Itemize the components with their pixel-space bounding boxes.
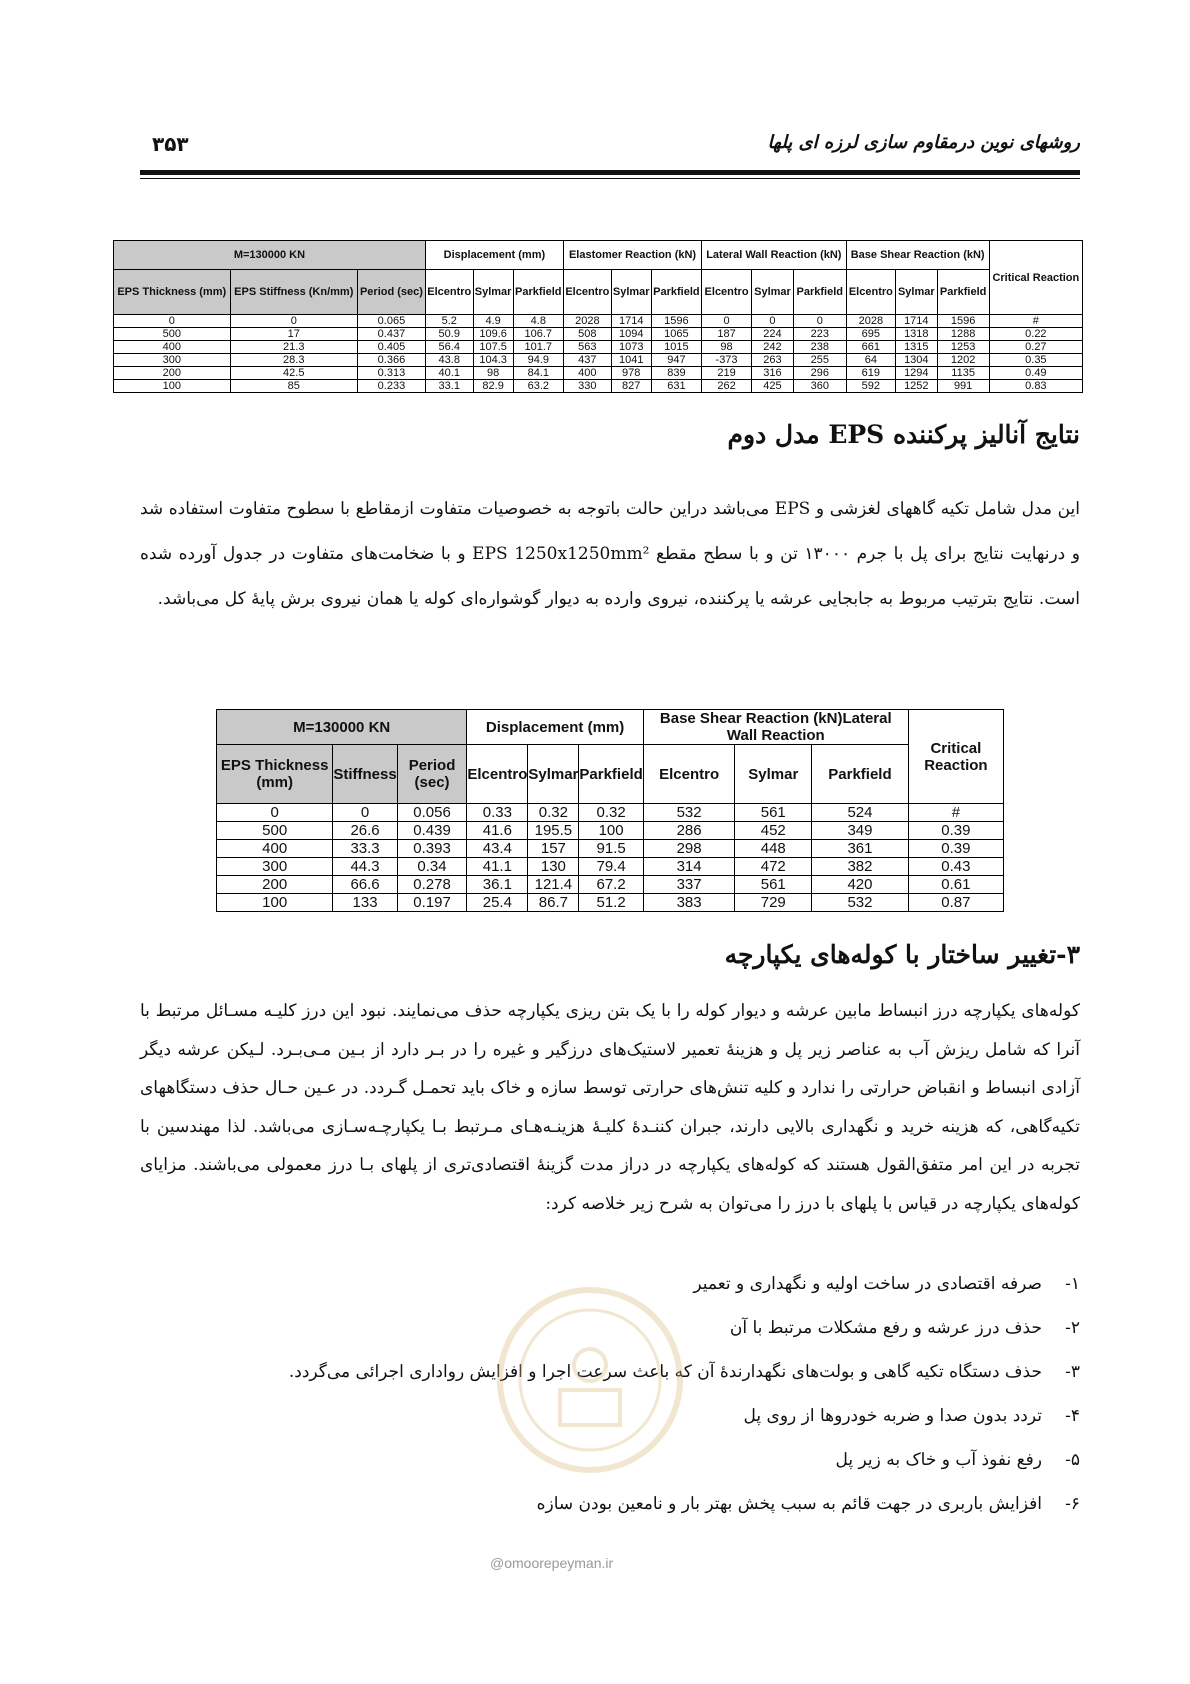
table-cell: 1294 [896, 367, 937, 380]
table-cell: 262 [702, 380, 752, 393]
table-column-header: Elcentro [643, 745, 735, 804]
list-item-number: ۲- [1065, 1318, 1080, 1338]
table-cell: 1714 [611, 315, 651, 328]
table-cell: 0.437 [358, 328, 426, 341]
table-cell: 508 [563, 328, 611, 341]
table-cell: 79.4 [579, 858, 643, 876]
table-cell: 195.5 [528, 822, 579, 840]
table-cell: 42.5 [230, 367, 358, 380]
table2-group-header: Critical Reaction [908, 710, 1003, 804]
table-cell: 0.32 [528, 804, 579, 822]
table-cell: 0.43 [908, 858, 1003, 876]
table-cell: 25.4 [467, 894, 528, 912]
paragraph-text: این مدل شامل تکیه گاههای لغزشی و EPS می‌باشد دراین حالت باتوجه به خصوصیات متفاوت ازمقاطع با سطوح متفاوت استفاده شد و درنهایت نتایج برای پل با جرم ۱۳۰۰۰ تن و با سطح مقطع EPS 1250x1250mm² و با ضخامت‌های متفاوت در جدول آورده شده است. نتایج بترتیب مربوط به جابجایی عرشه یا پرکننده، نیروی وارده به دیوار گوشواره‌ای کوله یا همان نیروی برش پایهٔ کل می‌باشد. [140, 499, 1080, 609]
table-cell: 420 [812, 876, 909, 894]
table-cell: 1253 [937, 341, 989, 354]
table-cell: 991 [937, 380, 989, 393]
table-cell: 56.4 [425, 341, 473, 354]
table-cell: 0 [217, 804, 333, 822]
table-cell: 563 [563, 341, 611, 354]
table-column-header: Sylmar [611, 270, 651, 315]
table-cell: 86.7 [528, 894, 579, 912]
table-column-header: Elcentro [846, 270, 895, 315]
table-cell: 0.366 [358, 354, 426, 367]
table-cell: 631 [651, 380, 701, 393]
table-cell: 437 [563, 354, 611, 367]
table-cell: 425 [752, 380, 794, 393]
table-cell: 561 [735, 804, 812, 822]
table-column-header: Sylmar [528, 745, 579, 804]
table-cell: 1065 [651, 328, 701, 341]
table-cell: 255 [793, 354, 846, 367]
table-cell: 729 [735, 894, 812, 912]
list-item-text: حذف درز عرشه و رفع مشکلات مرتبط با آن [729, 1318, 1042, 1338]
table-row [114, 341, 1083, 354]
table-cell: 33.3 [333, 840, 397, 858]
table-cell: 1015 [651, 341, 701, 354]
paragraph-text: کوله‌های یکپارچه درز انبساط مابین عرشه و دیوار کوله را با یک بتن ریزی یکپارچه حذف می‌نمایند. نبود این درز کلیـه مسـائل مرتبط با آنرا که شامل ریزش آب به عناصر زیر پل و هزینهٔ تعمیر لاستیک‌های درزگیر و غیره را در بـر دارد از بـین مـی‌بـرد. لـیکن عرشه دیگر آزادی انبساط و انقباض حرارتی را ندارد و کلیه تنش‌های حرارتی توسط سازه و خاک باید تحمـل گـردد. در عـین حـال حذف دستگاههای تکیه‌گاهی، که هزینه خرید و نگهداری بالایی دارند، جبران کننـدهٔ کلیـهٔ هزینـه‌هـای مـرتبط بـا یکپارچـه‌سـازی می‌باشد. لذا مهندسین با تجربه در این امر متفق‌القول هستند که کوله‌های یکپارچه در دراز مدت گزینهٔ اقتصادی‌تری از پلهای بـا درز معمولی می‌باشند. مزایای کوله‌های یکپارچه در قیاس با پلهای با درز را می‌توان به شرح زیر خلاصه کرد: [140, 1001, 1080, 1214]
table-cell: 296 [793, 367, 846, 380]
table-cell: 84.1 [513, 367, 563, 380]
table-cell: 561 [735, 876, 812, 894]
table-cell: 500 [114, 328, 231, 341]
table-cell: 524 [812, 804, 909, 822]
list-item-text: صرفه اقتصادی در ساخت اولیه و نگهداری و تعمیر [693, 1274, 1042, 1294]
table-cell: 1288 [937, 328, 989, 341]
table-column-header: Elcentro [702, 270, 752, 315]
table-cell: -373 [702, 354, 752, 367]
table-cell: 224 [752, 328, 794, 341]
table-cell: 0.39 [908, 822, 1003, 840]
table-cell: # [908, 804, 1003, 822]
table-column-header: Parkfield [937, 270, 989, 315]
table-cell: 382 [812, 858, 909, 876]
table-cell: 0.39 [908, 840, 1003, 858]
table-cell: 51.2 [579, 894, 643, 912]
table-row [217, 876, 1004, 894]
table-cell: 0.83 [989, 380, 1082, 393]
table-cell: 1041 [611, 354, 651, 367]
table-cell: 40.1 [425, 367, 473, 380]
table-cell: 200 [217, 876, 333, 894]
table-cell: 978 [611, 367, 651, 380]
table-column-header: Sylmar [752, 270, 794, 315]
table-cell: 104.3 [473, 354, 513, 367]
table-cell: 33.1 [425, 380, 473, 393]
table-cell: 43.4 [467, 840, 528, 858]
table-cell: 360 [793, 380, 846, 393]
list-item-number: ۵- [1065, 1450, 1080, 1470]
table-cell: 41.1 [467, 858, 528, 876]
table-cell: 109.6 [473, 328, 513, 341]
table-cell: 26.6 [333, 822, 397, 840]
table-cell: 1073 [611, 341, 651, 354]
table-cell: 1596 [937, 315, 989, 328]
table-cell: 1318 [896, 328, 937, 341]
table-cell: 0.056 [397, 804, 467, 822]
table-cell: 219 [702, 367, 752, 380]
table-cell: 17 [230, 328, 358, 341]
table-cell: 532 [812, 894, 909, 912]
table-cell: 314 [643, 858, 735, 876]
table-cell: 0 [793, 315, 846, 328]
table-cell: 0.393 [397, 840, 467, 858]
table-cell: 98 [702, 341, 752, 354]
table-column-header: Elcentro [425, 270, 473, 315]
list-item-number: ۱- [1065, 1274, 1080, 1294]
table-cell: 1304 [896, 354, 937, 367]
table-cell: 0.405 [358, 341, 426, 354]
section-paragraph-eps [140, 487, 1080, 622]
table-cell: # [989, 315, 1082, 328]
table-cell: 64 [846, 354, 895, 367]
table-row [217, 804, 1004, 822]
list-item-text: حذف دستگاه تکیه گاهی و بولت‌های نگهدارندهٔ آن که باعث سرعت اجرا و افزایش رواداری اجرائی می‌گردد. [288, 1362, 1042, 1382]
table-column-header: Parkfield [579, 745, 643, 804]
table-cell: 63.2 [513, 380, 563, 393]
table-column-header: EPS Thickness (mm) [217, 745, 333, 804]
table-cell: 695 [846, 328, 895, 341]
watermark-text: @omoorepeyman.ir [490, 1555, 614, 1571]
page-header [140, 128, 1080, 164]
table-row [114, 367, 1083, 380]
table-column-header: Elcentro [467, 745, 528, 804]
table-cell: 298 [643, 840, 735, 858]
table-cell: 0.197 [397, 894, 467, 912]
table-cell: 1252 [896, 380, 937, 393]
table-cell: 98 [473, 367, 513, 380]
results-table-2 [216, 709, 1004, 912]
table-cell: 532 [643, 804, 735, 822]
table-cell: 0.313 [358, 367, 426, 380]
table-column-header: Sylmar [473, 270, 513, 315]
table-cell: 0.34 [397, 858, 467, 876]
table2-group-header: Base Shear Reaction (kN)Lateral Wall Reaction [643, 710, 908, 745]
table-cell: 100 [217, 894, 333, 912]
table-cell: 0 [702, 315, 752, 328]
table-cell: 263 [752, 354, 794, 367]
table-cell: 0.32 [579, 804, 643, 822]
header-rule-thin [140, 178, 1080, 179]
table2-group-header: Displacement (mm) [467, 710, 643, 745]
table-cell: 67.2 [579, 876, 643, 894]
table-column-header: Sylmar [735, 745, 812, 804]
table1-group-header: Critical Reaction [989, 241, 1082, 315]
table-cell: 100 [114, 380, 231, 393]
table1-group-header: Elastomer Reaction (kN) [563, 241, 701, 270]
table-column-header: Elcentro [563, 270, 611, 315]
table-cell: 592 [846, 380, 895, 393]
table-row [114, 354, 1083, 367]
table-cell: 827 [611, 380, 651, 393]
table-row [114, 315, 1083, 328]
table-cell: 238 [793, 341, 846, 354]
page-number: ۳۵۳ [152, 132, 189, 156]
table-cell: 5.2 [425, 315, 473, 328]
table1-group-header: Displacement (mm) [425, 241, 563, 270]
table-cell: 383 [643, 894, 735, 912]
table-column-header: EPS Thickness (mm) [114, 270, 231, 315]
table-cell: 107.5 [473, 341, 513, 354]
table-cell: 337 [643, 876, 735, 894]
list-item-number: ۶- [1065, 1494, 1080, 1514]
table-cell: 1596 [651, 315, 701, 328]
table-cell: 619 [846, 367, 895, 380]
table-column-header: Parkfield [513, 270, 563, 315]
list-item-text: افزایش باربری در جهت قائم به سبب پخش بهتر بار و نامعین بودن سازه [536, 1494, 1042, 1514]
table-cell: 0.35 [989, 354, 1082, 367]
table-cell: 187 [702, 328, 752, 341]
table-column-header: Period (sec) [358, 270, 426, 315]
section-heading-integral-abutments: ۳-تغییر ساختار با کوله‌های یکپارچه [724, 940, 1080, 969]
table-cell: 2028 [846, 315, 895, 328]
table-cell: 286 [643, 822, 735, 840]
table-cell: 349 [812, 822, 909, 840]
table-cell: 0 [230, 315, 358, 328]
table-cell: 4.9 [473, 315, 513, 328]
table-cell: 28.3 [230, 354, 358, 367]
table-cell: 1135 [937, 367, 989, 380]
results-table-1 [113, 240, 1083, 393]
table-cell: 400 [114, 341, 231, 354]
header-rule-thick [140, 170, 1080, 175]
running-title: روشهای نوین درمقاوم سازی لرزه ای پلها [767, 132, 1080, 153]
list-item-number: ۴- [1065, 1406, 1080, 1426]
table-column-header: Parkfield [793, 270, 846, 315]
table-cell: 1094 [611, 328, 651, 341]
table-cell: 200 [114, 367, 231, 380]
table1-group-header: M=130000 KN [114, 241, 426, 270]
table-cell: 82.9 [473, 380, 513, 393]
table-cell: 101.7 [513, 341, 563, 354]
table-cell: 361 [812, 840, 909, 858]
table-cell: 330 [563, 380, 611, 393]
table-cell: 44.3 [333, 858, 397, 876]
table2-group-header: M=130000 KN [217, 710, 467, 745]
table-column-header: Parkfield [651, 270, 701, 315]
table-cell: 500 [217, 822, 333, 840]
table-row [217, 840, 1004, 858]
table-cell: 242 [752, 341, 794, 354]
table-column-header: Parkfield [812, 745, 909, 804]
table-cell: 0.065 [358, 315, 426, 328]
table-column-header: EPS Stiffness (Kn/mm) [230, 270, 358, 315]
table-cell: 0 [114, 315, 231, 328]
table-cell: 400 [217, 840, 333, 858]
table-cell: 133 [333, 894, 397, 912]
list-item-number: ۳- [1065, 1362, 1080, 1382]
table-cell: 0.233 [358, 380, 426, 393]
table-row [217, 822, 1004, 840]
table-cell: 316 [752, 367, 794, 380]
table-column-header: Period (sec) [397, 745, 467, 804]
table-cell: 1315 [896, 341, 937, 354]
table-row [114, 328, 1083, 341]
table-cell: 300 [114, 354, 231, 367]
table-cell: 661 [846, 341, 895, 354]
table-cell: 100 [579, 822, 643, 840]
table-cell: 0 [752, 315, 794, 328]
table-cell: 130 [528, 858, 579, 876]
table-row [217, 894, 1004, 912]
table-cell: 43.8 [425, 354, 473, 367]
table-cell: 94.9 [513, 354, 563, 367]
section-paragraph-integral [140, 992, 1080, 1223]
table-cell: 0.33 [467, 804, 528, 822]
table-cell: 157 [528, 840, 579, 858]
table1-group-header: Lateral Wall Reaction (kN) [702, 241, 847, 270]
table-cell: 0 [333, 804, 397, 822]
table-cell: 0.278 [397, 876, 467, 894]
table-cell: 85 [230, 380, 358, 393]
watermark-seal-icon [490, 1270, 690, 1490]
table-cell: 0.87 [908, 894, 1003, 912]
list-item-text: تردد بدون صدا و ضربه خودروها از روی پل [743, 1406, 1042, 1426]
table-cell: 21.3 [230, 341, 358, 354]
table-cell: 121.4 [528, 876, 579, 894]
table-cell: 300 [217, 858, 333, 876]
table-row [217, 858, 1004, 876]
table-cell: 448 [735, 840, 812, 858]
table-column-header: Sylmar [896, 270, 937, 315]
table-cell: 4.8 [513, 315, 563, 328]
table-cell: 947 [651, 354, 701, 367]
table-cell: 91.5 [579, 840, 643, 858]
table-cell: 0.61 [908, 876, 1003, 894]
table-cell: 2028 [563, 315, 611, 328]
table-column-header: Stiffness [333, 745, 397, 804]
list-item-text: رفع نفوذ آب و خاک به زیر پل [835, 1450, 1042, 1470]
table-cell: 50.9 [425, 328, 473, 341]
table-cell: 452 [735, 822, 812, 840]
table-cell: 0.49 [989, 367, 1082, 380]
section-heading-eps: نتایج آنالیز پرکننده EPS مدل دوم [727, 420, 1080, 449]
table-cell: 400 [563, 367, 611, 380]
table-cell: 66.6 [333, 876, 397, 894]
table-cell: 0.439 [397, 822, 467, 840]
table1-group-header: Base Shear Reaction (kN) [846, 241, 989, 270]
table-cell: 1202 [937, 354, 989, 367]
table-cell: 106.7 [513, 328, 563, 341]
table-cell: 1714 [896, 315, 937, 328]
table-cell: 839 [651, 367, 701, 380]
table-row [114, 380, 1083, 393]
table-cell: 223 [793, 328, 846, 341]
table-cell: 41.6 [467, 822, 528, 840]
table-cell: 0.22 [989, 328, 1082, 341]
table-cell: 0.27 [989, 341, 1082, 354]
table-cell: 36.1 [467, 876, 528, 894]
table-cell: 472 [735, 858, 812, 876]
